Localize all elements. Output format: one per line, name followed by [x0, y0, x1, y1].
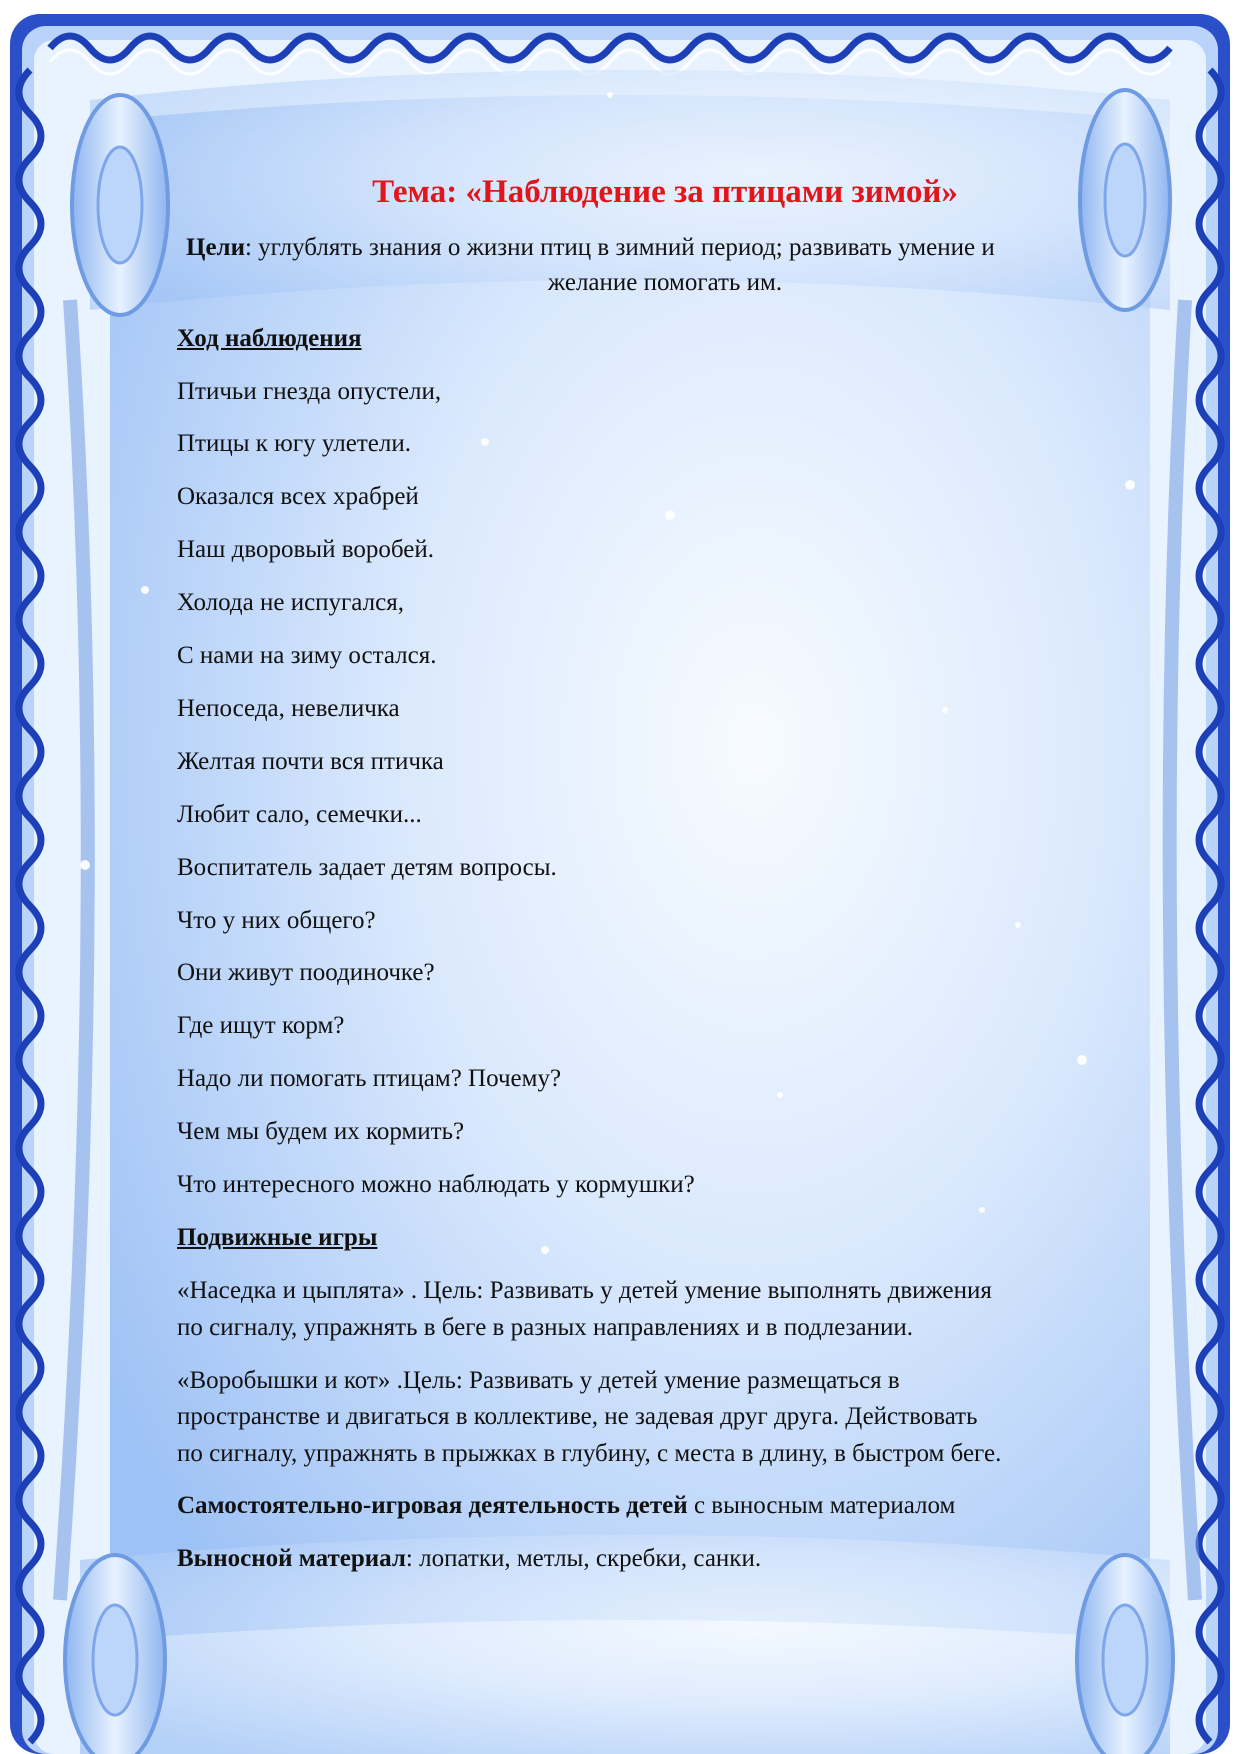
question-line: Надо ли помогать птицам? Почему? — [177, 1065, 562, 1092]
question-line: Чем мы будем их кормить? — [177, 1118, 465, 1145]
poem-line: Любит сало, семечки... — [177, 801, 422, 828]
activity-line — [177, 1491, 955, 1521]
activity-label: Самостоятельно-игровая деятельность детей — [177, 1492, 688, 1519]
game-2-line: «Воробышки и кот» .Цель: Развивать у детей умение размещаться в — [177, 1367, 900, 1394]
goals-text-continued: желание помогать им. — [547, 269, 783, 296]
games-heading: Подвижные игры — [177, 1224, 378, 1251]
materials-label: Выносной материал — [177, 1545, 406, 1572]
poem-line: С нами на зиму остался. — [177, 642, 437, 669]
poem-line: Оказался всех храбрей — [177, 483, 419, 510]
goals-line — [186, 233, 995, 263]
poem-line: Птицы к югу улетели. — [177, 430, 411, 457]
goals-text: : углублять знания о жизни птиц в зимний период; развивать умение и — [244, 234, 995, 261]
page-title: Тема: «Наблюдение за птицами зимой» — [372, 174, 958, 210]
observation-heading: Ход наблюдения — [177, 325, 362, 352]
question-line: Что у них общего? — [177, 907, 376, 934]
teacher-note: Воспитатель задает детям вопросы. — [177, 854, 557, 881]
materials-text: : лопатки, метлы, скребки, санки. — [405, 1545, 762, 1572]
activity-text: с выносным материалом — [687, 1492, 956, 1519]
question-line: Они живут поодиночке? — [177, 959, 435, 986]
poem-line: Холода не испугался, — [177, 589, 404, 616]
game-1-line: по сигналу, упражнять в беге в разных направлениях и в подлезании. — [177, 1314, 913, 1341]
question-line: Где ищут корм? — [177, 1012, 345, 1039]
materials-line — [177, 1544, 761, 1574]
game-2-line: по сигналу, упражнять в прыжках в глубину, с места в длину, в быстром беге. — [177, 1440, 1002, 1467]
goals-label: Цели — [186, 234, 245, 261]
poem-line: Непоседа, невеличка — [177, 695, 400, 722]
question-line: Что интересного можно наблюдать у кормушки? — [177, 1171, 695, 1198]
poem-line: Желтая почти вся птичка — [177, 748, 444, 775]
game-1-line: «Наседка и цыплята» . Цель: Развивать у детей умение выполнять движения — [177, 1277, 992, 1304]
game-2-line: пространстве и двигаться в коллективе, не задевая друг друга. Действовать — [177, 1403, 978, 1430]
poem-line: Птичьи гнезда опустели, — [177, 378, 442, 405]
poem-line: Наш дворовый воробей. — [177, 536, 434, 563]
